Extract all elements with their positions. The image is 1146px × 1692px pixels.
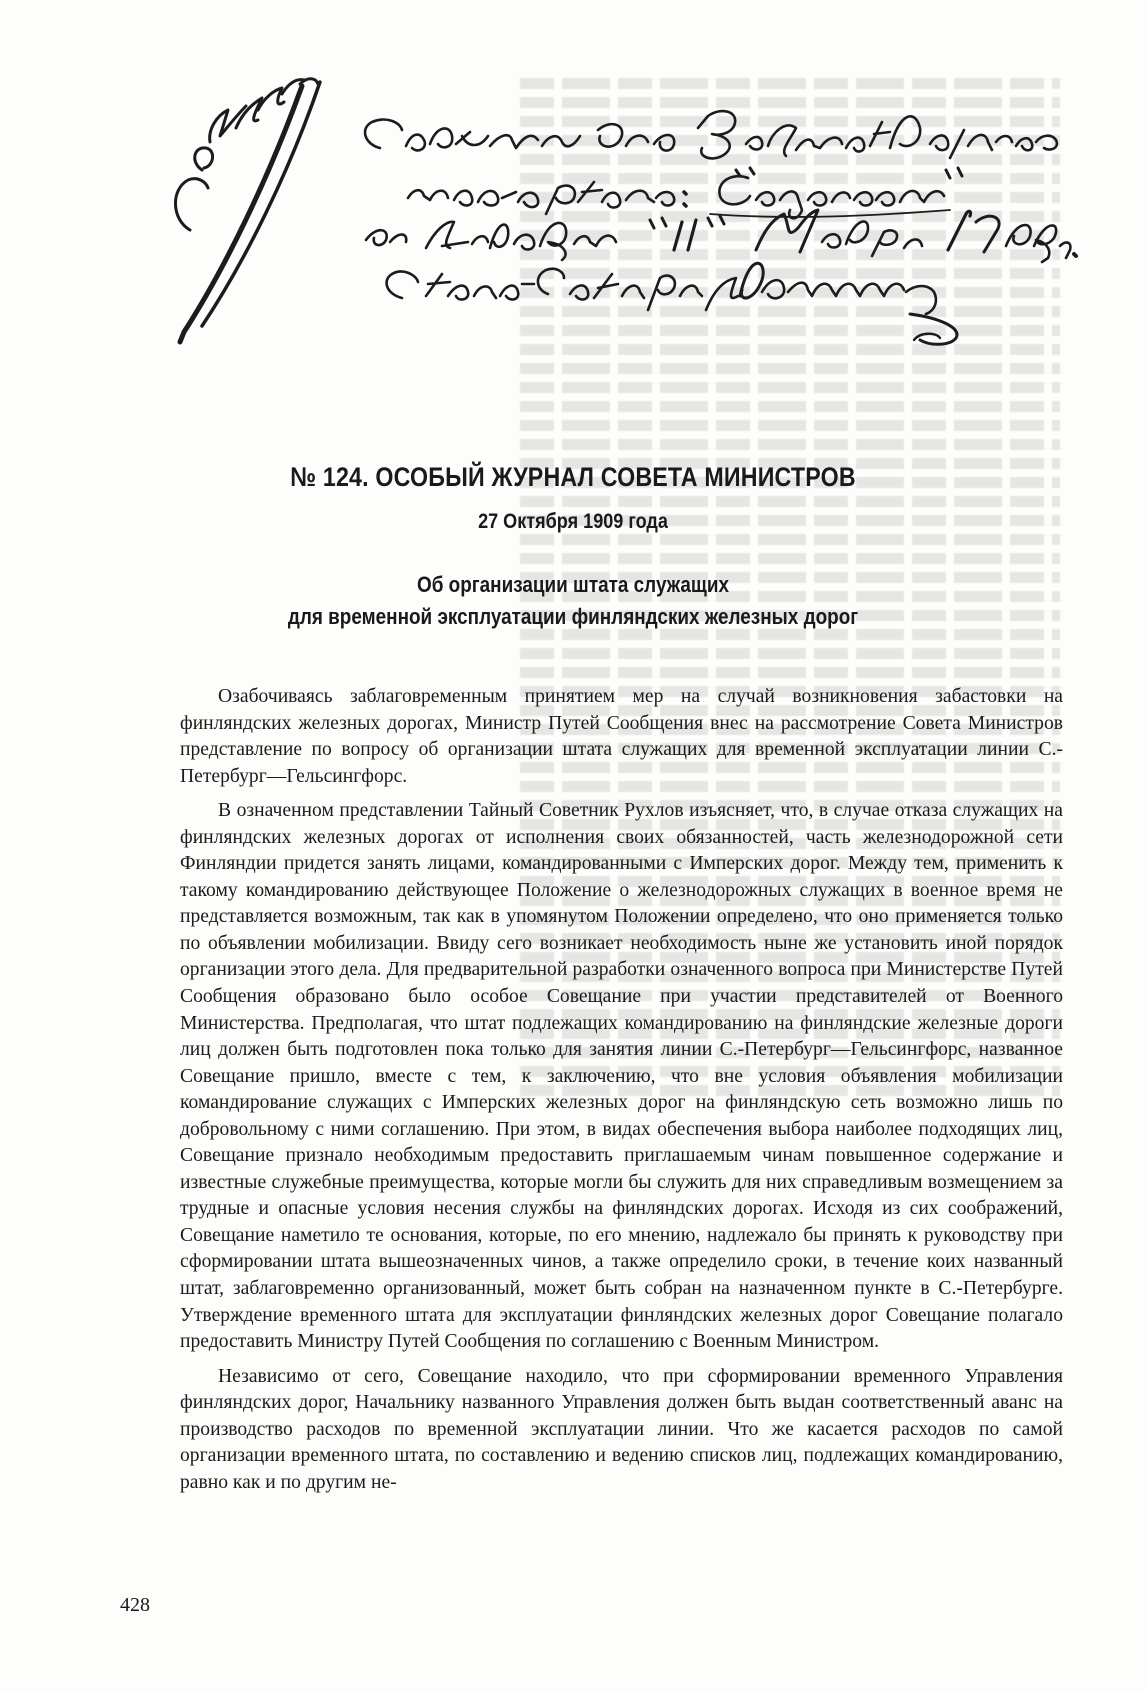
document-date: 27 Октября 1909 года xyxy=(478,510,668,533)
document-body xyxy=(180,684,1063,1504)
resolution-line-2-script xyxy=(408,168,962,218)
document-title: № 124. ОСОБЫЙ ЖУРНАЛ СОВЕТА МИНИСТРОВ xyxy=(290,462,856,492)
handwritten-resolution xyxy=(150,70,1080,360)
document-subtitle xyxy=(80,569,1066,633)
page-number: 428 xyxy=(120,1594,150,1616)
margin-note-согласен xyxy=(175,79,320,342)
paragraph-1: Озабочиваясь заблаговременным принятием мер на случай возникновения забастовки на финляндских железных дорогах, Министр Путей Сообщения внес на рассмотрение Совета Министров представление по вопросу об организации штата служащих для временной эксплуатации линии С.-Петербург—Гельсингфорс. xyxy=(180,686,1063,787)
subtitle-line-2: для временной эксплуатации финляндских железных дорог xyxy=(287,604,859,629)
paragraph-3: Независимо от сего, Совещание находило, что при сформировании временного Управления финляндских дорог, Начальнику названного Управления должен быть выдан соответственный аванс на производство расходов по временной эксплуатации линии. Что же касается расходов по самой организации временного штата, по составлению и ведению списков лиц, подлежащих командированию, равно как и по другим не- xyxy=(180,1365,1063,1493)
subtitle-line-1: Об организации штата служащих xyxy=(416,572,729,597)
resolution-line-1-script xyxy=(365,110,1057,170)
paragraph-2: В означенном представлении Тайный Советник Рухлов изъясняет, что, в случае отказа служащих на финляндских железных дорогах от исполнения своих обязанностей, часть железнодорожной сети Финляндии придется занять лицами, командированными с Имперских дорог. Между тем, применить к такому командированию действующее Положение о железнодорожных служащих в военное время не представляется возможным, так как в упомянутом Положении определено, что оно применяется только по объявлении мобилизации. Ввиду сего возникает необходимость ныне же установить иной порядок организации этого дела. Для предварительной разработки означенного вопроса при Министерстве Путей Сообщения образовано было особое Совещание при участии представителей от Военного Министерства. Предполагая, что штат подлежащих командированию на финляндские железные дороги лиц должен быть подготовлен пока только для занятия линии С.-Петербург—Гельсингфорс, названное Совещание пришло, вместе с тем, к заключению, что вне условия объявления мобилизации командирование служащих с Имперских железных дорог на финляндскую сеть возможно лишь по добровольному с ними соглашению. При этом, в видах обеспечения выбора наиболее подходящих лиц, Совещание признало необходимым предоставить приглашаемым чинам повышенное содержание и известные служебные преимущества, которые могли бы служить для них справедливым возмещением за трудные и опасные условия несения службы на финляндских дорогах. Исходя из сих соображений, Совещание наметило те основания, которые, по его мнению, надлежало бы принять к руководству при сформировании штата вышеозначенных чинов, а также определило сроки, в течение коих названный штат, заблаговременно организованный, может быть собран на назначенном пункте в С.-Петербурге. Утверждение временного штата для эксплуатации финляндских железных дорог Совещание полагало предоставить Министру Путей Сообщения по соглашению с Военным Министром. xyxy=(180,800,1063,1353)
resolution-line-3-script xyxy=(366,210,1076,262)
resolution-line-4-signature xyxy=(387,263,957,344)
